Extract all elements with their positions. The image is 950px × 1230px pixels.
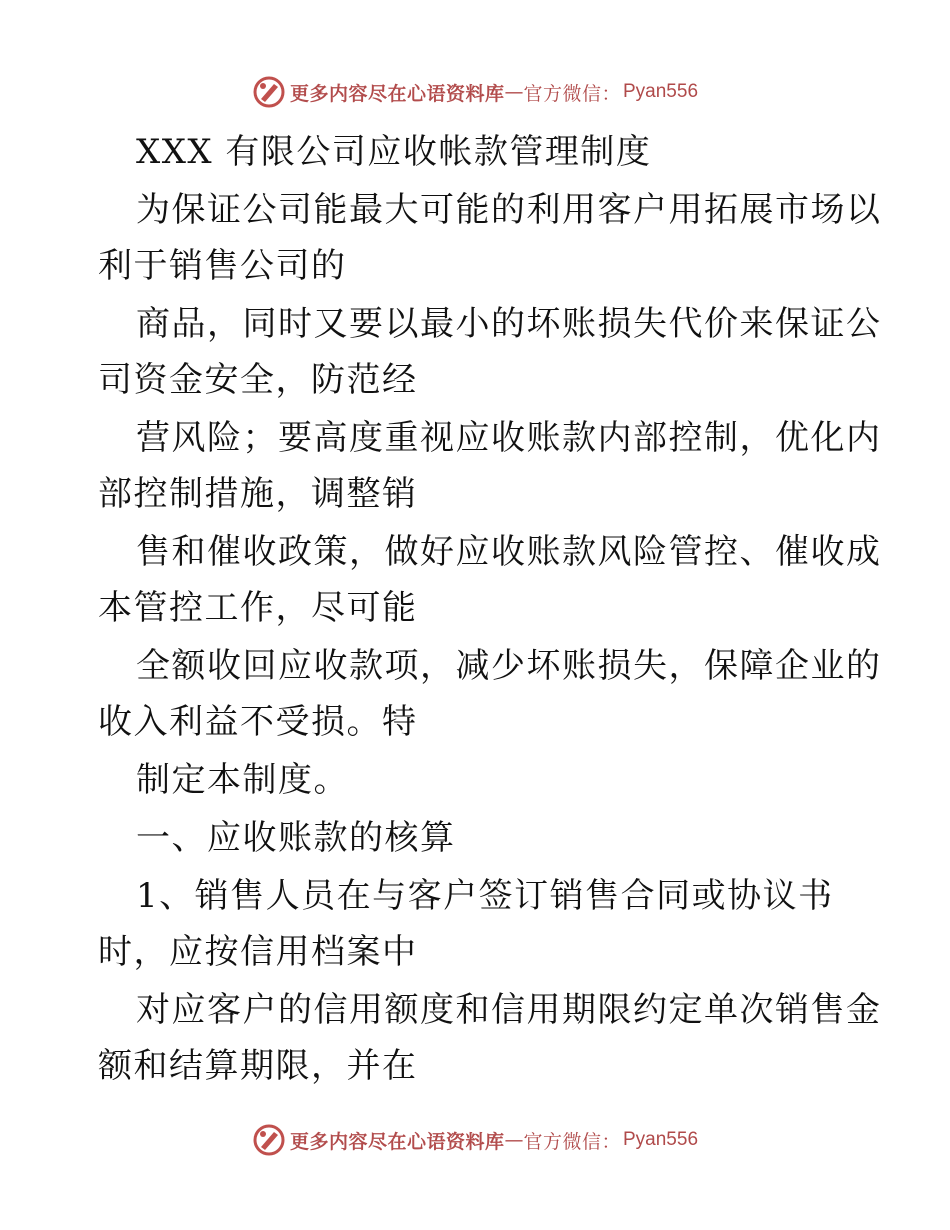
watermark-banner-top <box>0 72 950 112</box>
watermark-contact-label: 官方微信： <box>523 82 621 105</box>
paragraph-line: 售和催收政策，做好应收账款风险管控、催收成 <box>136 532 882 572</box>
paragraph-line: 司资金安全，防范经 <box>98 360 418 400</box>
watermark-contact-id: Pyan556 <box>623 81 699 102</box>
section-heading: 一、应收账款的核算 <box>136 818 456 858</box>
paragraph-line: 利于销售公司的 <box>98 246 347 286</box>
paragraph-line: 对应客户的信用额度和信用期限约定单次销售金 <box>136 990 882 1030</box>
paragraph-line: 商品，同时又要以最小的坏账损失代价来保证公 <box>136 304 882 344</box>
paragraph-line: 部控制措施，调整销 <box>98 474 418 514</box>
paragraph-line: 收入利益不受损。特 <box>98 702 418 742</box>
watermark-dash: — <box>504 1129 524 1151</box>
logo-icon <box>252 75 286 109</box>
watermark-banner-bottom <box>0 1120 950 1160</box>
paragraph-line: 全额收回应收款项，减少坏账损失，保障企业的 <box>136 646 882 686</box>
document-title: XXX 有限公司应收帐款管理制度 <box>136 132 652 172</box>
watermark-contact-id: Pyan556 <box>623 1129 699 1150</box>
paragraph-line: 营风险；要高度重视应收账款内部控制，优化内 <box>136 418 882 458</box>
paragraph-line: 为保证公司能最大可能的利用客户用拓展市场以 <box>136 190 882 230</box>
paragraph-line: 1、销售人员在与客户签订销售合同或协议书 <box>136 876 834 916</box>
watermark-text: 更多内容尽在心语资料库 <box>289 82 505 105</box>
watermark-dash: — <box>504 81 524 103</box>
paragraph-line: 额和结算期限，并在 <box>98 1046 418 1086</box>
paragraph-line: 时，应按信用档案中 <box>98 932 418 972</box>
watermark-contact-label: 官方微信： <box>523 1130 621 1153</box>
logo-icon <box>252 1123 286 1157</box>
paragraph-line: 制定本制度。 <box>136 760 349 800</box>
paragraph-line: 本管控工作，尽可能 <box>98 588 418 628</box>
watermark-text: 更多内容尽在心语资料库 <box>289 1130 505 1153</box>
